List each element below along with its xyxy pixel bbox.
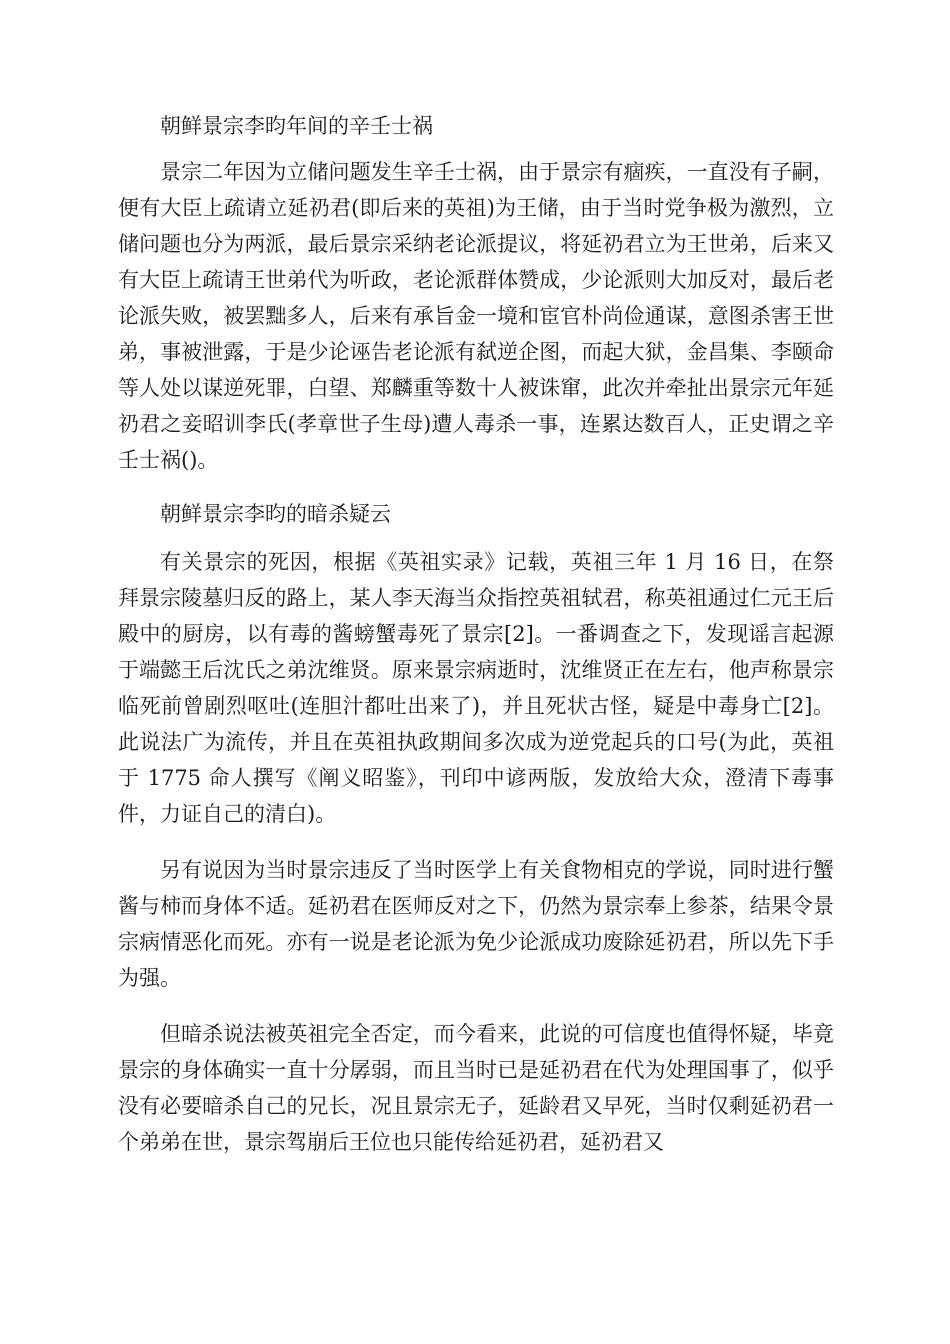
section-heading-assassination: 朝鲜景宗李昀的暗杀疑云 [160,502,391,526]
document-page [118,108,834,1160]
paragraph-denial: 但暗杀说法被英祖完全否定，而今看来，此说的可信度也值得怀疑，毕竟景宗的身体确实一直十分孱弱，而且当时已是延礽君在代为处理国事了，似乎没有必要暗杀自己的兄长，况且景宗无子，延龄君又早死，当时仅剩延礽君一个弟弟在世，景宗驾崩后王位也只能传给延礽君，延礽君又 [118,1022,834,1154]
paragraph-alternative-theory: 另有说因为当时景宗违反了当时医学上有关食物相克的学说，同时进行蟹酱与柿而身体不适。延礽君在医师反对之下，仍然为景宗奉上参茶，结果令景宗病情恶化而死。亦有一说是老论派为免少论派成功废除延礽君，所以先下手为强。 [118,858,834,990]
paragraph-xinren-purge: 景宗二年因为立储问题发生辛壬士祸，由于景宗有痼疾，一直没有子嗣，便有大臣上疏请立延礽君(即后来的英祖)为王储，由于当时党争极为激烈，立储问题也分为两派，最后景宗采纳老论派提议，将延礽君立为王世弟，后来又有大臣上疏请王世弟代为听政，老论派群体赞成，少论派则大加反对，最后老论派失败，被罢黜多人，后来有承旨金一境和宦官朴尚俭通谋，意图杀害王世弟，事被泄露，于是少论诬告老论派有弑逆企图，而起大狱，金昌集、李颐命等人处以谋逆死罪，白望、郑麟重等数十人被诛窜，此次并牵扯出景宗元年延礽君之妾昭训李氏(孝章世子生母)遭人毒杀一事，连累达数百人，正史谓之辛壬士祸()。 [118,160,834,472]
section-heading-xinren-purge: 朝鲜景宗李昀年间的辛壬士祸 [160,114,433,138]
paragraph-cause-of-death: 有关景宗的死因，根据《英祖实录》记载，英祖三年 1 月 16 日，在祭拜景宗陵墓归反的路上，某人李天海当众指控英祖轼君，称英祖通过仁元王后殿中的厨房，以有毒的酱螃蟹毒死了景宗[2]。一番调查之下，发现谣言起源于端懿王后沈氏之弟沈维贤。原来景宗病逝时，沈维贤正在左右，他声称景宗临死前曾剧烈呕吐(连胆汁都吐出来了)，并且死状古怪，疑是中毒身亡[2]。此说法广为流传，并且在英祖执政期间多次成为逆党起兵的口号(为此，英祖于 1775 命人撰写《阐义昭鉴》，刊印中谚两版，发放给大众，澄清下毒事件，力证自己的清白)。 [118,550,834,826]
